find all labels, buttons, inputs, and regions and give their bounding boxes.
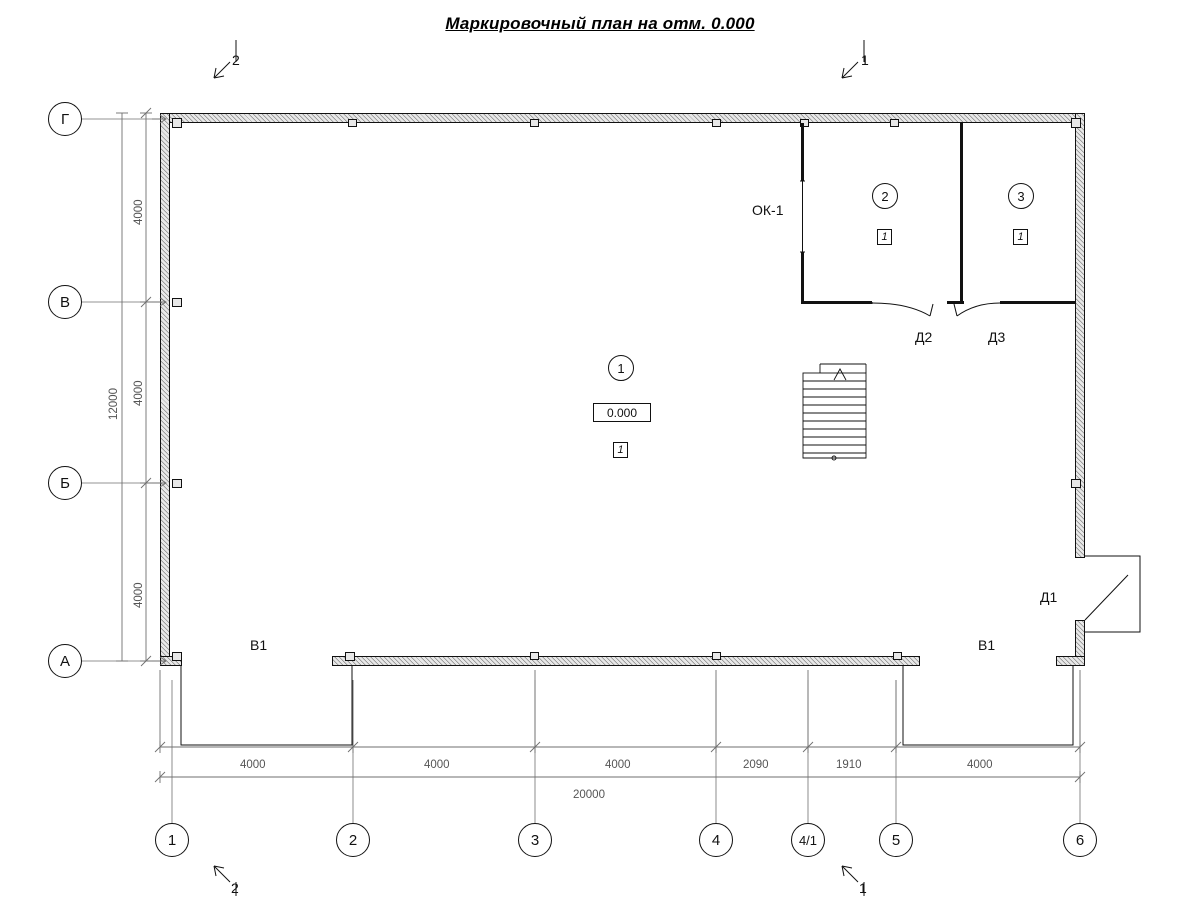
axis-bubble-v[interactable]: В <box>48 285 82 319</box>
dim-horizontal-seg-2: 4000 <box>424 759 450 771</box>
room3-finish: 1 <box>1013 229 1028 245</box>
wall-left <box>160 113 170 666</box>
dim-horizontal-total: 20000 <box>573 789 605 801</box>
column <box>172 479 182 488</box>
wall-bottom-right-stub <box>1056 656 1085 666</box>
dim-vertical-seg-2: 4000 <box>133 380 145 406</box>
wall-bottom-middle <box>332 656 920 666</box>
axis-bubble-2[interactable]: 2 <box>336 823 370 857</box>
room-number-2: 2 <box>872 183 898 209</box>
label-ok1: ОК-1 <box>752 202 784 218</box>
section-mark-2-bottom: 2 <box>231 880 239 896</box>
axis-bubble-g[interactable]: Г <box>48 102 82 136</box>
axis-bubble-6[interactable]: 6 <box>1063 823 1097 857</box>
column <box>345 652 355 661</box>
partition-rooms-bottom <box>801 301 872 304</box>
dim-horizontal-seg-5: 1910 <box>836 759 862 771</box>
section-mark-1-top: 1 <box>861 52 869 68</box>
axis-bubble-b[interactable]: Б <box>48 466 82 500</box>
axis-bubble-5[interactable]: 5 <box>879 823 913 857</box>
axis-bubble-4[interactable]: 4 <box>699 823 733 857</box>
dim-horizontal-seg-6: 4000 <box>967 759 993 771</box>
room2-finish: 1 <box>877 229 892 245</box>
room-level-0000: 0.000 <box>593 403 651 422</box>
partition-between-rooms <box>960 123 963 304</box>
partition-room2-left <box>801 123 804 181</box>
room-finish-1: 1 <box>613 442 628 458</box>
label-d1: Д1 <box>1040 589 1058 605</box>
axis-bubble-a[interactable]: А <box>48 644 82 678</box>
column <box>172 298 182 307</box>
partition-room3-bottom-right <box>1000 301 1076 304</box>
page-title: Маркировочный план на отм. 0.000 <box>445 14 755 33</box>
dim-vertical-seg-1: 4000 <box>133 199 145 225</box>
column <box>890 119 899 127</box>
wall-top <box>160 113 1085 123</box>
room-number-3: 3 <box>1008 183 1034 209</box>
axis-bubble-4-1[interactable]: 4/1 <box>791 823 825 857</box>
room-number-1: 1 <box>608 355 634 381</box>
dim-horizontal-seg-3: 4000 <box>605 759 631 771</box>
label-d3: Д3 <box>988 329 1006 345</box>
dim-horizontal-seg-4: 2090 <box>743 759 769 771</box>
label-b1-right: В1 <box>978 637 996 653</box>
column <box>712 652 721 660</box>
dim-vertical-total: 12000 <box>108 388 120 420</box>
dim-horizontal-seg-1: 4000 <box>240 759 266 771</box>
partition-room2-left-lower <box>801 252 804 304</box>
axis-bubble-3[interactable]: 3 <box>518 823 552 857</box>
label-b1-left: В1 <box>250 637 268 653</box>
section-mark-2-top: 2 <box>232 52 240 68</box>
label-d2: Д2 <box>915 329 933 345</box>
column <box>530 119 539 127</box>
column <box>712 119 721 127</box>
axis-bubble-1[interactable]: 1 <box>155 823 189 857</box>
wall-right-upper <box>1075 113 1085 558</box>
column <box>172 118 182 128</box>
column <box>172 652 182 661</box>
column <box>1071 479 1081 488</box>
section-mark-1-bottom: 1 <box>859 880 867 896</box>
column <box>348 119 357 127</box>
column <box>893 652 902 660</box>
column <box>530 652 539 660</box>
column <box>1071 118 1081 128</box>
dim-vertical-seg-3: 4000 <box>133 582 145 608</box>
